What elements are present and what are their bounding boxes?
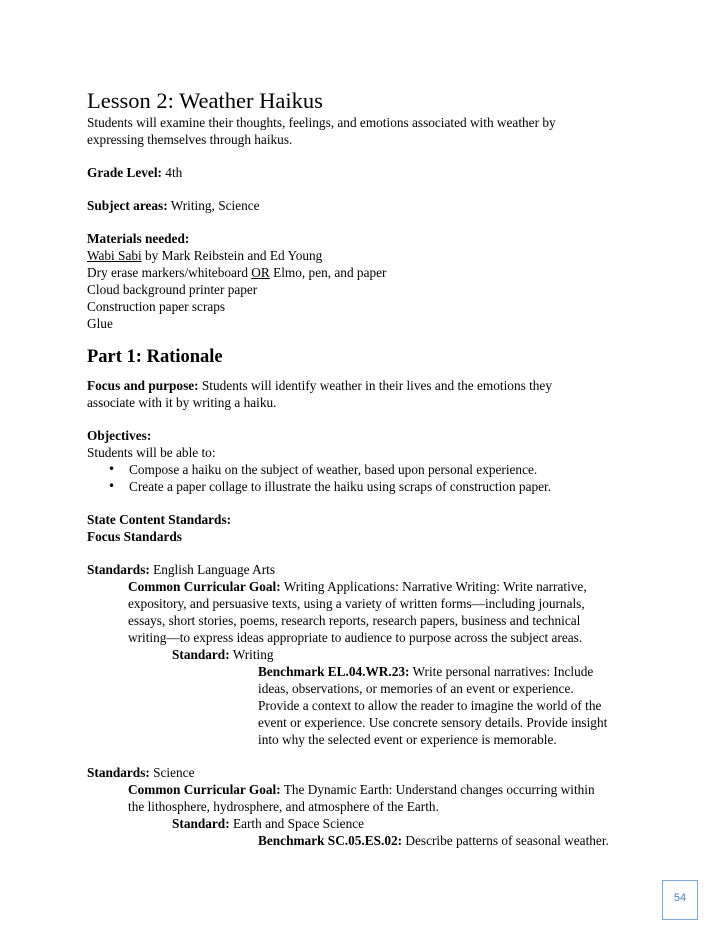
- objective-text: Compose a haiku on the subject of weather, based upon personal experience.: [129, 462, 538, 477]
- ela-benchmark-label: Benchmark EL.04.WR.23:: [258, 664, 410, 679]
- materials-item-book: [87, 247, 687, 264]
- ela-benchmark-line-2: ideas, observations, or memories of an event or experience.: [258, 681, 574, 696]
- part-1-heading: Part 1: Rationale: [87, 347, 223, 367]
- lesson-title: Lesson 2: Weather Haikus: [87, 88, 323, 113]
- science-goal-label: Common Curricular Goal:: [128, 782, 281, 797]
- lesson-summary-line-2: expressing themselves through haikus.: [87, 132, 293, 147]
- page-number: 54: [673, 892, 687, 904]
- focus-purpose-text: Students will identify weather in their lives and the emotions they: [198, 378, 552, 393]
- whiteboard-or: OR: [251, 265, 270, 280]
- ela-benchmark-line-1: [87, 663, 687, 680]
- state-content-standards: [87, 511, 687, 528]
- book-title: Wabi Sabi: [87, 248, 142, 263]
- ela-benchmark-line-3: Provide a context to allow the reader to imagine the world of the: [258, 698, 602, 713]
- objectives-label: [87, 427, 687, 444]
- science-goal-line-1: [87, 781, 687, 798]
- whiteboard-text-post: Elmo, pen, and paper: [269, 265, 387, 280]
- subject-areas: [87, 197, 687, 214]
- ela-goal-line-4: writing—to express ideas appropriate to audience to purpose across the subject areas.: [128, 630, 583, 645]
- subject-areas-value: Writing, Science: [167, 198, 260, 213]
- ela-benchmark-line-5: into why the selected event or experience is memorable.: [258, 732, 557, 747]
- science-benchmark-label: Benchmark SC.05.ES.02:: [258, 833, 403, 848]
- ela-goal-label: Common Curricular Goal:: [128, 579, 281, 594]
- ela-goal-line-3: essays, short stories, poems, research reports, research papers, business and technical: [128, 613, 581, 628]
- focus-purpose-label: Focus and purpose:: [87, 378, 199, 393]
- ela-standards-value: English Language Arts: [149, 562, 276, 577]
- science-standards-value: Science: [149, 765, 195, 780]
- science-standard-value: Earth and Space Science: [229, 816, 365, 831]
- materials-item-whiteboard: [87, 264, 687, 281]
- materials-label-text: Materials needed:: [87, 231, 190, 246]
- science-benchmark-text: Describe patterns of seasonal weather.: [402, 833, 609, 848]
- bullet-icon: •: [108, 479, 116, 493]
- subject-areas-label: Subject areas:: [87, 198, 168, 213]
- focus-standards: [87, 528, 687, 545]
- list-item: [87, 461, 687, 478]
- focus-purpose-line-2: associate with it by writing a haiku.: [87, 395, 277, 410]
- science-goal-line-2: the lithosphere, hydrosphere, and atmosphere of the Earth.: [128, 799, 439, 814]
- ela-goal-line-2: expository, and persuasive texts, using a variety of written forms—including journals,: [128, 596, 585, 611]
- materials-label: [87, 230, 687, 247]
- whiteboard-text-pre: Dry erase markers/whiteboard: [87, 265, 252, 280]
- book-authors: by Mark Reibstein and Ed Young: [141, 248, 323, 263]
- ela-benchmark-text: Write personal narratives: Include: [409, 664, 594, 679]
- science-standards-label: Standards:: [87, 765, 150, 780]
- science-standard: [87, 815, 687, 832]
- ela-standards-label: Standards:: [87, 562, 150, 577]
- science-benchmark-line-1: [87, 832, 687, 849]
- ela-standards: [87, 561, 687, 578]
- ela-standard-value: Writing: [229, 647, 274, 662]
- materials-item-cloud-paper: Cloud background printer paper: [87, 282, 258, 297]
- grade-level-label: Grade Level:: [87, 165, 162, 180]
- document-page: [87, 88, 687, 849]
- state-content-standards-text: State Content Standards:: [87, 512, 232, 527]
- objectives-list: [87, 461, 687, 495]
- materials-item-construction-paper: Construction paper scraps: [87, 299, 226, 314]
- science-standards: [87, 764, 687, 781]
- grade-level-value: 4th: [161, 165, 183, 180]
- page-number-box: [662, 880, 698, 920]
- science-goal-text: The Dynamic Earth: Understand changes occurring within: [280, 782, 595, 797]
- objective-text: Create a paper collage to illustrate the haiku using scraps of construction paper.: [129, 479, 552, 494]
- objectives-label-text: Objectives:: [87, 428, 152, 443]
- ela-goal-line-1: [87, 578, 687, 595]
- focus-purpose-line-1: [87, 377, 687, 394]
- focus-standards-text: Focus Standards: [87, 529, 182, 544]
- list-item: [87, 478, 687, 495]
- ela-goal-text: Writing Applications: Narrative Writing: Write narrative,: [280, 579, 587, 594]
- grade-level: [87, 164, 687, 181]
- lesson-summary-line-1: Students will examine their thoughts, feelings, and emotions associated with weather by: [87, 115, 556, 130]
- materials-item-glue: Glue: [87, 316, 113, 331]
- science-standard-label: Standard:: [172, 816, 230, 831]
- bullet-icon: •: [108, 462, 116, 476]
- objectives-intro: Students will be able to:: [87, 445, 216, 460]
- ela-standard-label: Standard:: [172, 647, 230, 662]
- ela-standard: [87, 646, 687, 663]
- ela-benchmark-line-4: event or experience. Use concrete sensory details. Provide insight: [258, 715, 608, 730]
